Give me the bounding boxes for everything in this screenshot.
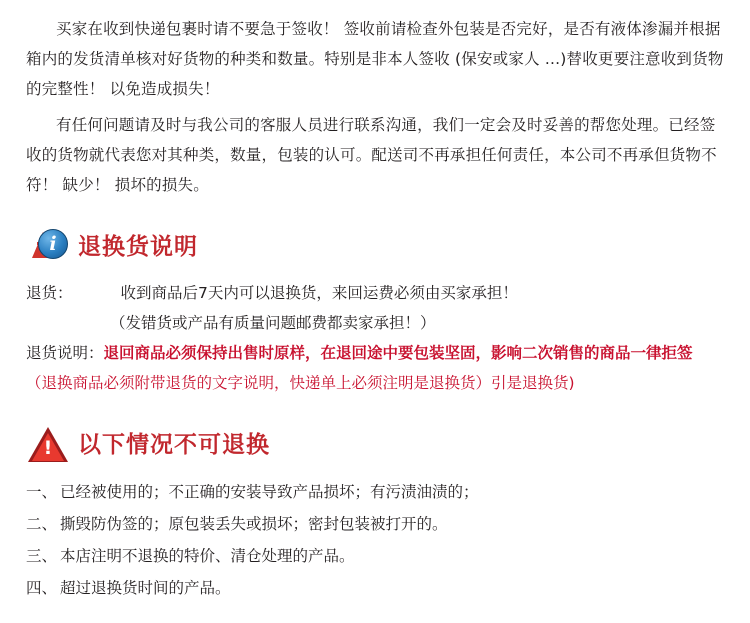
list-item-number: 四、: [26, 579, 58, 597]
no-return-section-heading: [26, 424, 724, 466]
info-letter: i: [49, 233, 57, 255]
list-item-text: 已经被使用的；不正确的安装导致产品损坏；有污渍油渍的；: [60, 483, 479, 501]
return-sub-note: （发错货或产品有质量问题邮费都卖家承担！）: [110, 314, 436, 332]
warning-triangle-icon: [26, 424, 70, 466]
list-item: [26, 540, 724, 572]
return-section-heading: [26, 226, 724, 268]
return-row: [26, 278, 724, 308]
return-policy-label: 退货说明：: [26, 344, 104, 362]
return-policy-tail-line: [26, 368, 724, 398]
notice-block: [26, 14, 724, 200]
return-policy-line: [26, 338, 724, 368]
list-item-number: 二、: [26, 515, 58, 533]
list-item-text: 超过退换货时间的产品。: [60, 579, 231, 597]
list-item-text: 本店注明不退换的特价、清仓处理的产品。: [60, 547, 355, 565]
list-item-text: 撕毁防伪签的；原包装丢失或损坏；密封包装被打开的。: [60, 515, 448, 533]
return-row-key: 退货：: [26, 284, 73, 302]
warning-exclamation: !: [43, 437, 53, 459]
return-section-title: 退换货说明: [78, 233, 198, 260]
info-icon: [26, 226, 70, 268]
info-icon-graphic: [32, 228, 66, 262]
list-item-number: 三、: [26, 547, 58, 565]
notice-paragraph-1: 买家在收到快递包裹时请不要急于签收！ 签收前请检查外包装是否完好，是否有液体渗漏并根据箱内的发货清单核对好货物的种类和数量。特别是非本人签收 (保安或家人 ...)替收更要注意收到货物的完整性！ 以免造成损失！: [26, 20, 724, 98]
warning-triangle-graphic: [28, 427, 68, 463]
notice-paragraph-2: 有任何问题请及时与我公司的客服人员进行联系沟通，我们一定会及时妥善的帮您处理。已经签收的货物就代表您对其种类，数量，包装的认可。配送司不再承担任何责任，本公司不再承但货物不符！ 缺少！ 损坏的损失。: [26, 116, 717, 194]
return-row-value: 收到商品后7天内可以退换货，来回运费必须由买家承担！: [120, 284, 518, 302]
list-item: [26, 508, 724, 540]
no-return-section-title: 以下情况不可退换: [78, 431, 270, 458]
no-return-list: [26, 476, 724, 604]
return-policy-highlight: 退回商品必须保持出售时原样，在退回途中要包装坚固，影响二次销售的商品一律拒签: [103, 344, 693, 362]
list-item: [26, 572, 724, 604]
list-item: [26, 476, 724, 508]
return-policy-tail: （退换商品必须附带退货的文字说明，快递单上必须注明是退换货）引是退换货): [26, 374, 575, 392]
list-item-number: 一、: [26, 483, 58, 501]
return-section-body: [26, 278, 724, 398]
